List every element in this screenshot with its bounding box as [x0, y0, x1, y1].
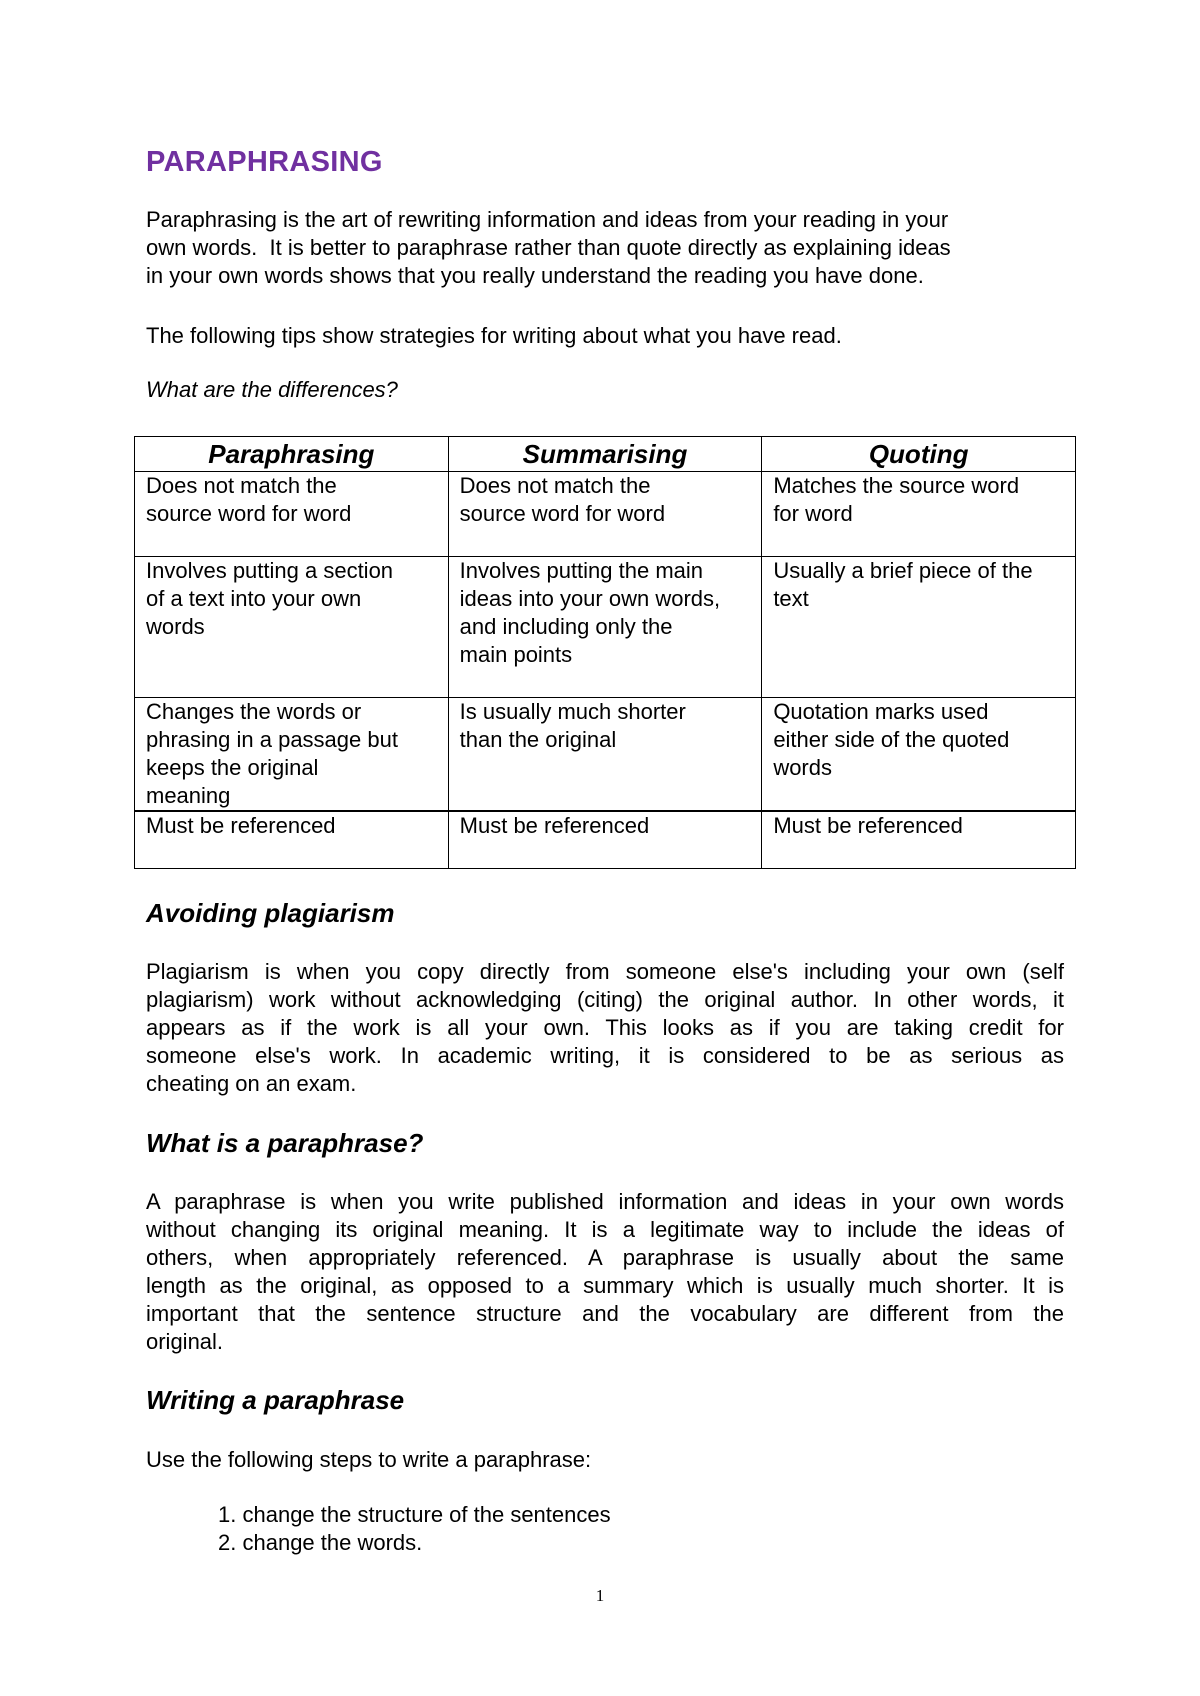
- table-row: [135, 698, 1076, 812]
- table-cell: [448, 557, 762, 698]
- paragraph-line: plagiarism) work without acknowledging (citing) the original author. In other words, it: [146, 987, 1064, 1012]
- table-cell: [135, 472, 449, 557]
- cell-line: Does not match the: [459, 473, 651, 498]
- paragraph-line: A paraphrase is when you write published information and ideas in your own words: [146, 1189, 1064, 1214]
- cell-line: for word: [773, 501, 853, 526]
- cell-line: words: [146, 614, 205, 639]
- table-cell: [762, 698, 1076, 812]
- table-cell: [135, 557, 449, 698]
- cell-line: and including only the: [459, 614, 673, 639]
- table-cell: [762, 472, 1076, 557]
- what-is-paraphrase-heading: What is a paraphrase?: [146, 1128, 424, 1158]
- cell-line: phrasing in a passage but: [146, 727, 398, 752]
- cell-line: either side of the quoted: [773, 727, 1010, 752]
- cell-line: main points: [459, 642, 573, 667]
- steps-list: [218, 1501, 611, 1557]
- what-is-paraphrase-paragraph: [146, 1188, 1064, 1356]
- cell-line: keeps the original: [146, 755, 319, 780]
- step-text: change the words.: [242, 1530, 423, 1555]
- paragraph-line: important that the sentence structure and the vocabulary are different from the: [146, 1301, 1064, 1326]
- cell-line: Involves putting the main: [459, 558, 704, 583]
- avoiding-plagiarism-paragraph: [146, 958, 1064, 1098]
- avoiding-plagiarism-heading: Avoiding plagiarism: [146, 898, 395, 928]
- table-cell: [762, 811, 1076, 869]
- table-cell: [448, 811, 762, 869]
- column-header-summarising: Summarising: [448, 437, 762, 472]
- paragraph-line: someone else's work. In academic writing, it is considered to be as serious as: [146, 1043, 1064, 1068]
- column-header-paraphrasing: Paraphrasing: [135, 437, 449, 472]
- paragraph-line: length as the original, as opposed to a summary which is usually much shorter. It is: [146, 1273, 1064, 1298]
- cell-line: Must be referenced: [459, 813, 650, 838]
- paragraph-line: cheating on an exam.: [146, 1071, 357, 1096]
- intro-line: Paraphrasing is the art of rewriting information and ideas from your reading in your: [146, 207, 949, 232]
- table-cell: [762, 557, 1076, 698]
- table-cell: [135, 698, 449, 812]
- cell-line: Does not match the: [146, 473, 337, 498]
- table-row: [135, 472, 1076, 557]
- comparison-table: [134, 436, 1076, 869]
- steps-intro: Use the following steps to write a paraphrase:: [146, 1447, 592, 1472]
- paragraph-line: without changing its original meaning. It is a legitimate way to include the ideas of: [146, 1217, 1064, 1242]
- table-row: [135, 557, 1076, 698]
- paragraph-line: original.: [146, 1329, 224, 1354]
- page-number: 1: [595, 1586, 605, 1605]
- writing-paraphrase-heading: Writing a paraphrase: [146, 1385, 405, 1415]
- cell-line: source word for word: [459, 501, 666, 526]
- differences-question: What are the differences?: [146, 377, 398, 402]
- cell-line: Matches the source word: [773, 473, 1020, 498]
- table-cell: [448, 698, 762, 812]
- cell-line: Is usually much shorter: [459, 699, 686, 724]
- paragraph-line: others, when appropriately referenced. A paraphrase is usually about the same: [146, 1245, 1064, 1270]
- table-header-row: [135, 437, 1076, 472]
- step-number: 1.: [218, 1502, 237, 1527]
- table-cell: [448, 472, 762, 557]
- tips-paragraph: The following tips show strategies for writing about what you have read.: [146, 323, 842, 348]
- paragraph-line: Plagiarism is when you copy directly from someone else's including your own (self: [146, 959, 1064, 984]
- cell-line: source word for word: [146, 501, 352, 526]
- cell-line: Quotation marks used: [773, 699, 989, 724]
- intro-line: in your own words shows that you really understand the reading you have done.: [146, 263, 924, 288]
- cell-line: meaning: [146, 783, 231, 808]
- list-item: [218, 1529, 611, 1557]
- intro-line: own words. It is better to paraphrase rather than quote directly as explaining ideas: [146, 235, 951, 260]
- cell-line: Must be referenced: [773, 813, 963, 838]
- column-header-quoting: Quoting: [762, 437, 1076, 472]
- table-row: [135, 811, 1076, 869]
- cell-line: Changes the words or: [146, 699, 362, 724]
- cell-line: words: [773, 755, 832, 780]
- cell-line: text: [773, 586, 809, 611]
- paragraph-line: appears as if the work is all your own. This looks as if you are taking credit for: [146, 1015, 1064, 1040]
- cell-line: ideas into your own words,: [459, 586, 721, 611]
- cell-line: Usually a brief piece of the: [773, 558, 1033, 583]
- list-item: [218, 1501, 611, 1529]
- step-text: change the structure of the sentences: [242, 1502, 611, 1527]
- table-cell: [135, 811, 449, 869]
- step-number: 2.: [218, 1530, 237, 1555]
- cell-line: than the original: [459, 727, 617, 752]
- cell-line: of a text into your own: [146, 586, 362, 611]
- cell-line: Must be referenced: [146, 813, 336, 838]
- page-title: PARAPHRASING: [146, 146, 383, 178]
- intro-paragraph: [146, 206, 1064, 290]
- cell-line: Involves putting a section: [146, 558, 394, 583]
